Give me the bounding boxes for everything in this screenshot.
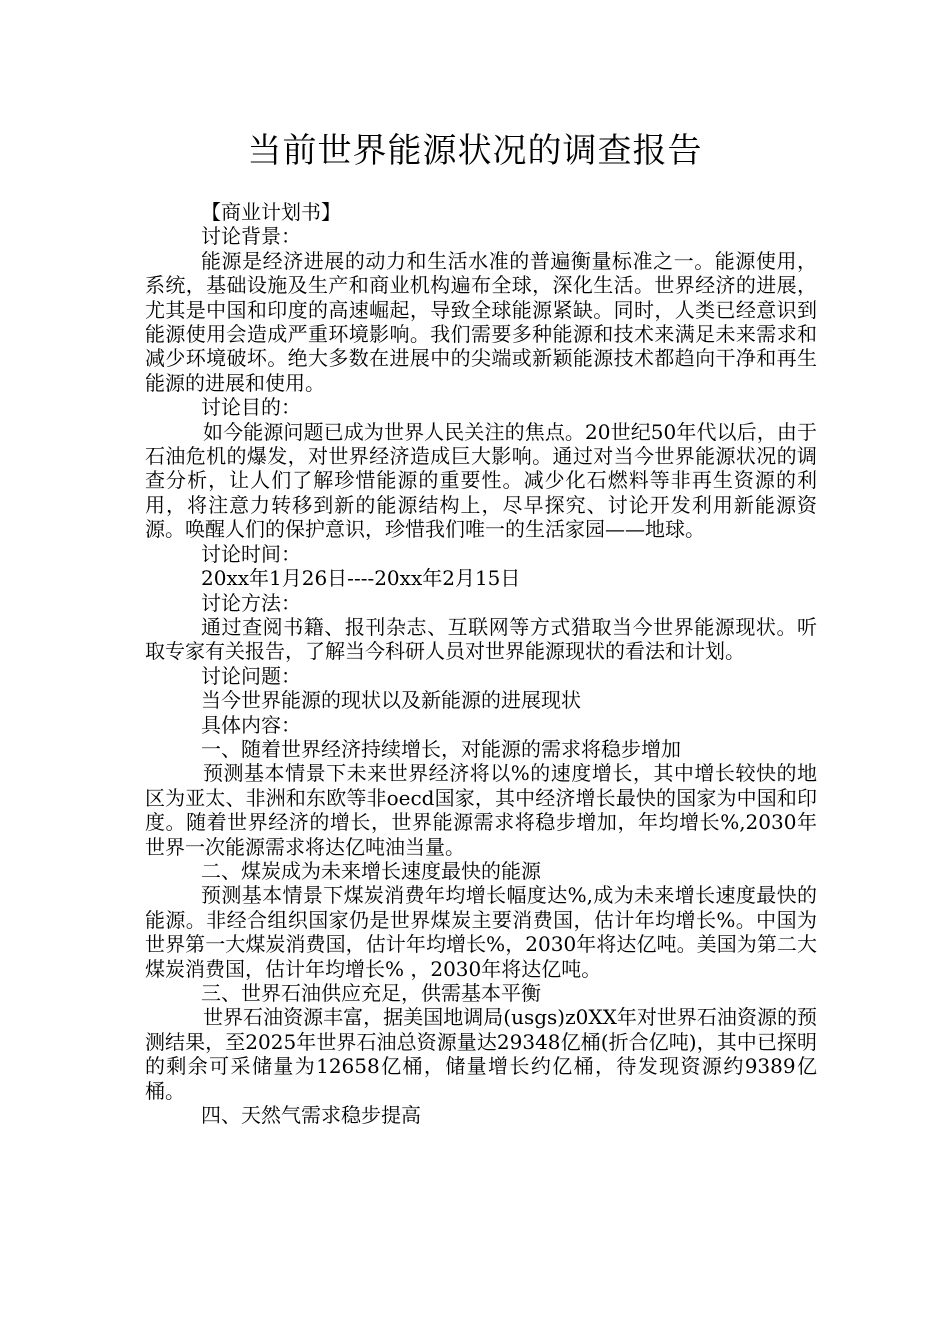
section-heading-time: 讨论时间： bbox=[201, 541, 301, 566]
section-heading-method: 讨论方法： bbox=[201, 590, 301, 615]
subheading-2: 二、煤炭成为未来增长速度最快的能源 bbox=[201, 858, 541, 883]
paragraph-purpose: 如今能源问题已成为世界人民关注的焦点。20世纪50年代以后，由于石油危机的爆发，对世界经济造成巨大影响。通过对当今世界能源状况的调查分析，让人们了解珍惜能源的重要性。减少化石燃料等非再生资源的利用，将注意力转移到新的能源结构上，尽早探究、讨论开发利用新能源资源。唤醒人们的保护意识，珍惜我们唯一的生活家园——地球。 bbox=[145, 419, 817, 542]
paragraph-time: 20xx年1月26日----20xx年2月15日 bbox=[201, 566, 521, 591]
paragraph-3: 世界石油资源丰富，据美国地调局(usgs)z0XX年对世界石油资源的预测结果，至2025年世界石油总资源量达29348亿桶(折合亿吨)，其中已探明的剩余可采储量为12658亿桶，储量增长约亿桶，待发现资源约9389亿桶。 bbox=[145, 1005, 817, 1103]
paragraph-2: 预测基本情景下煤炭消费年均增长幅度达%,成为未来增长速度最快的能源。非经合组织国家仍是世界煤炭主要消费国，估计年均增长%。中国为世界第一大煤炭消费国，估计年均增长%，2030年将达亿吨。美国为第二大煤炭消费国，估计年均增长% ，2030年将达亿吨。 bbox=[145, 883, 817, 981]
tag-line: 【商业计划书】 bbox=[201, 200, 341, 224]
paragraph-background: 能源是经济进展的动力和生活水准的普遍衡量标准之一。能源使用，系统，基础设施及生产和商业机构遍布全球，深化生活。世界经济的进展，尤其是中国和印度的高速崛起，导致全球能源紧缺。同时，人类已经意识到能源使用会造成严重环境影响。我们需要多种能源和技术来满足未来需求和减少环境破坏。绝大多数在进展中的尖端或新颖能源技术都趋向干净和再生能源的进展和使用。 bbox=[145, 248, 817, 395]
section-heading-question: 讨论问题： bbox=[201, 663, 301, 688]
subheading-1: 一、随着世界经济持续增长，对能源的需求将稳步增加 bbox=[201, 736, 681, 761]
paragraph-question: 当今世界能源的现状以及新能源的进展现状 bbox=[201, 688, 581, 713]
paragraph-method: 通过查阅书籍、报刊杂志、互联网等方式猎取当今世界能源现状。听取专家有关报告，了解当今科研人员对世界能源现状的看法和计划。 bbox=[145, 614, 817, 664]
paragraph-1: 预测基本情景下未来世界经济将以%的速度增长，其中增长较快的地区为亚太、非洲和东欧等非oecd国家，其中经济增长最快的国家为中国和印度。随着世界经济的增长，世界能源需求将稳步增加，年均增长%,2030年世界一次能源需求将达亿吨油当量。 bbox=[145, 761, 817, 859]
subheading-3: 三、世界石油供应充足，供需基本平衡 bbox=[201, 981, 541, 1005]
section-heading-purpose: 讨论目的： bbox=[201, 395, 301, 420]
subheading-4: 四、天然气需求稳步提高 bbox=[201, 1103, 421, 1128]
section-heading-background: 讨论背景： bbox=[201, 224, 301, 249]
document-title: 当前世界能源状况的调查报告 bbox=[247, 131, 703, 171]
section-heading-content: 具体内容： bbox=[201, 712, 301, 737]
document-body bbox=[145, 200, 817, 1127]
